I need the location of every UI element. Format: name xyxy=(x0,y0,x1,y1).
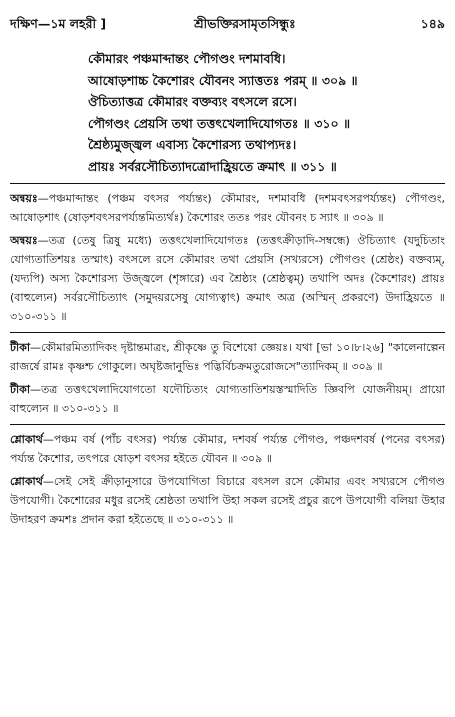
anvaya-text: —তত্র (তেষু ত্রিষু মধ্যে) তত্তৎখেলাদিযোগতঃ (তত্তৎক্রীড়াদি-সম্বন্ধে) ঔচিত্যাৎ (যদুচিতাং যোগ্যতাতিশয়ঃ তস্মাৎ) বৎসলে রসে কৌমারং তথা প্রেয়সি (সখ্যরসে) পৌগণ্ডং (শ্রেষ্ঠং) বক্তব্যম্, (যদ্যপি) অস্য কৈশোরস্য উজ্জ্বলে (শৃঙ্গারে) এব শ্রৈষ্ঠ্যং (শ্রেষ্ঠত্বম্) তথাপি অদঃ (কৈশোরং) প্রায়ঃ (বাহুল্যেন) সর্বরসৌচিত্যাৎ (সমুদয়রসেষু যোগ্যত্বাৎ) ক্রমাৎ অত্র (অস্মিন্ প্রকরণে) উদাহ্রিয়তে ॥ ৩১০-৩১১ ॥ xyxy=(10,234,445,323)
tika-text: —কৌমারমিত্যাদিকং দৃষ্টান্তমাত্রং, শ্রীকৃষ্ণে তু বিশেষো জ্ঞেয়ঃ। যথা [ভা ১০।৮।২৬] "কালেনাল্পেন রাজর্ষে রামঃ কৃষ্ণশ্চ গোকুলে। অঘৃষ্টজানুভিঃ পদ্ভির্বিচক্রমতুরোজসে"ত্যাদিকম্ ॥ ৩০৯ ॥ xyxy=(10,341,445,373)
anvaya-paragraph xyxy=(10,231,445,326)
verse-line: প্রায়ঃ সর্বরসৌচিত্যাদত্রোদাহ্রিয়তে ক্রমাৎ ॥ ৩১১ ॥ xyxy=(88,158,337,174)
verse-line: শ্রৈষ্ঠ্যমুজ্জ্বল এবাস্য কৈশোরস্য তথাপ্যদঃ। xyxy=(88,137,297,152)
verse-line: কৌমারং পঞ্চমাব্দান্তং পৌগণ্ডং দশমাবধি। xyxy=(88,51,286,66)
anvaya-label: অন্বয়ঃ xyxy=(10,192,38,205)
verse-line: আষোড়শাচ্চ কৈশোরং যৌবনং স্যাত্ততঃ পরম্ ॥ ৩০৯ ॥ xyxy=(88,72,358,88)
page-header xyxy=(10,4,445,42)
shlokartha-label: শ্লোকার্থ xyxy=(10,475,43,488)
tika-label: টীকা xyxy=(10,341,31,354)
anvaya-label: অন্বয়ঃ xyxy=(10,234,38,247)
shlokartha-text: —পঞ্চম বর্ষ (পাঁচ বৎসর) পর্য্যন্ত কৌমার, দশবর্ষ পর্য্যন্ত পৌগণ্ড, পঞ্চদশবর্ষ (পনের বৎসর) পর্য্যন্ত কৈশোর, তৎপরে ষোড়শ বৎসর হইতে যৌবন ॥ ৩০৯ ॥ xyxy=(10,433,445,465)
shlokartha-label: শ্লোকার্থ xyxy=(10,433,43,446)
tika-paragraph xyxy=(10,380,445,418)
tika-text: —তত্র তত্তৎখেলাদিযোগতো যদৌচিত্যং যোগ্যতাতিশয়স্তস্মাদিতি জ্ঞিবপি যোজনীয়ম্। প্রায়ো বাহুল্যেন ॥ ৩১০-৩১১ ॥ xyxy=(10,383,445,415)
chapter-label: দক্ষিণ—১ম লহরী ] xyxy=(10,16,107,31)
shlokartha-text: —সেই সেই ক্রীড়ানুসারে উপযোগিতা বিচারে বৎসল রসে কৌমার এবং সখ্যরসে পৌগণ্ড উপযোগী। কৈশোরের মধুর রসেই শ্রেষ্ঠতা তথাপি উহা সকল রসেই প্রচুর রূপে উপযোগী বলিয়া উহার উদাহরণ ক্রমশঃ প্রদান করা হইতেছে ॥ ৩১০-৩১১ ॥ xyxy=(10,475,445,526)
shlokartha-paragraph xyxy=(10,472,445,529)
divider xyxy=(10,332,445,333)
verse-line: পৌগণ্ডং প্রেয়সি তথা তত্তৎখেলাদিযোগতঃ ॥ ৩১০ ॥ xyxy=(88,115,351,131)
anvaya-text: —পঞ্চমাব্দান্তং (পঞ্চম বৎসর পর্য্যন্তং) কৌমারং, দশমাবধি (দশমবৎসরপর্য্যন্তং) পৌগণ্ডং, আষোড়শাৎ (ষোড়শবৎসরপর্য্যন্তমিত্যর্থঃ) কৈশোরং ততঃ পরং যৌবনং চ স্যাৎ ॥ ৩০৯ ॥ xyxy=(10,192,445,224)
divider xyxy=(10,183,445,184)
anvaya-paragraph xyxy=(10,189,445,227)
tika-label: টীকা xyxy=(10,383,31,396)
page-number: ১৪৯ xyxy=(420,16,445,31)
book-title: শ্রীভক্তিরসামৃতসিন্ধুঃ xyxy=(194,16,296,31)
verse-line: ঔচিত্যাত্তত্র কৌমারং বক্তব্যং বৎসলে রসে। xyxy=(88,94,297,109)
sanskrit-verse xyxy=(10,42,445,177)
tika-paragraph xyxy=(10,338,445,376)
divider xyxy=(10,424,445,425)
shlokartha-paragraph xyxy=(10,430,445,468)
